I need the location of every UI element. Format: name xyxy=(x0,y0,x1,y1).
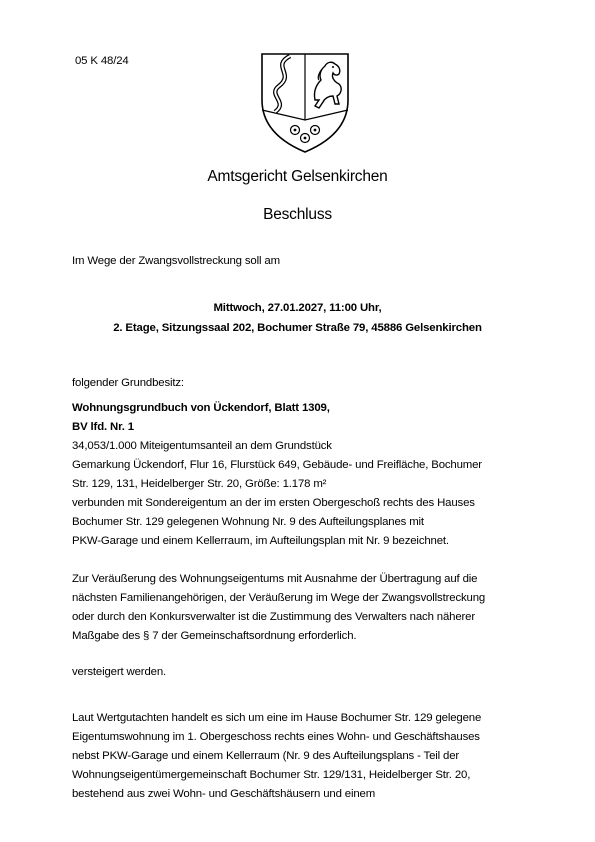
consent-line: oder durch den Konkursverwalter ist die Zustimmung des Verwalters nach näherer xyxy=(72,611,475,623)
register-bv: BV lfd. Nr. 1 xyxy=(72,421,134,433)
register-line: verbunden mit Sondereigentum an der im ersten Obergeschoß rechts des Hauses xyxy=(72,497,475,509)
register-line: Str. 129, 131, Heidelberger Str. 20, Größe: 1.178 m² xyxy=(72,478,327,490)
property-intro: folgender Grundbesitz: xyxy=(72,377,184,389)
consent-line: nächsten Familienangehörigen, der Veräußerung im Wege der Zwangsvollstreckung xyxy=(72,592,486,604)
register-line: Gemarkung Ückendorf, Flur 16, Flurstück 649, Gebäude- und Freifläche, Bochumer xyxy=(72,459,482,471)
register-title: Wohnungsgrundbuch von Ückendorf, Blatt 1309, xyxy=(72,402,330,414)
document-heading: Beschluss xyxy=(263,206,332,223)
appraisal-line: bestehend aus zwei Wohn- und Geschäftshäusern und einem xyxy=(72,788,376,800)
consent-line: Maßgabe des § 7 der Gemeinschaftsordnung erforderlich. xyxy=(72,630,357,642)
appointment-date: Mittwoch, 27.01.2027, 11:00 Uhr, xyxy=(213,302,382,314)
appraisal-line: Eigentumswohnung im 1. Obergeschoss rechts eines Wohn- und Geschäftshauses xyxy=(72,731,480,743)
register-line: PKW-Garage und einem Kellerraum, im Aufteilungsplan mit Nr. 9 bezeichnet. xyxy=(72,535,449,547)
consent-line: Zur Veräußerung des Wohnungseigentums mit Ausnahme der Übertragung auf die xyxy=(72,573,478,585)
appraisal-line: Wohnungseigentümergemeinschaft Bochumer Str. 129/131, Heidelberger Str. 20, xyxy=(72,769,471,781)
register-line: Bochumer Str. 129 gelegenen Wohnung Nr. 9 des Aufteilungsplanes mit xyxy=(72,516,424,528)
appraisal-line: Laut Wertgutachten handelt es sich um eine im Hause Bochumer Str. 129 gelegene xyxy=(72,712,482,724)
register-line: 34,053/1.000 Miteigentumsanteil an dem Grundstück xyxy=(72,440,332,452)
auction-line: versteigert werden. xyxy=(72,666,167,678)
intro-text: Im Wege der Zwangsvollstreckung soll am xyxy=(72,255,280,267)
file-number: 05 K 48/24 xyxy=(75,55,129,67)
appraisal-line: nebst PKW-Garage und einem Kellerraum (Nr. 9 des Aufteilungsplans - Teil der xyxy=(72,750,460,762)
court-name: Amtsgericht Gelsenkirchen xyxy=(207,168,388,185)
coat-of-arms-icon xyxy=(257,50,353,156)
appointment-location: 2. Etage, Sitzungssaal 202, Bochumer Straße 79, 45886 Gelsenkirchen xyxy=(113,322,482,334)
